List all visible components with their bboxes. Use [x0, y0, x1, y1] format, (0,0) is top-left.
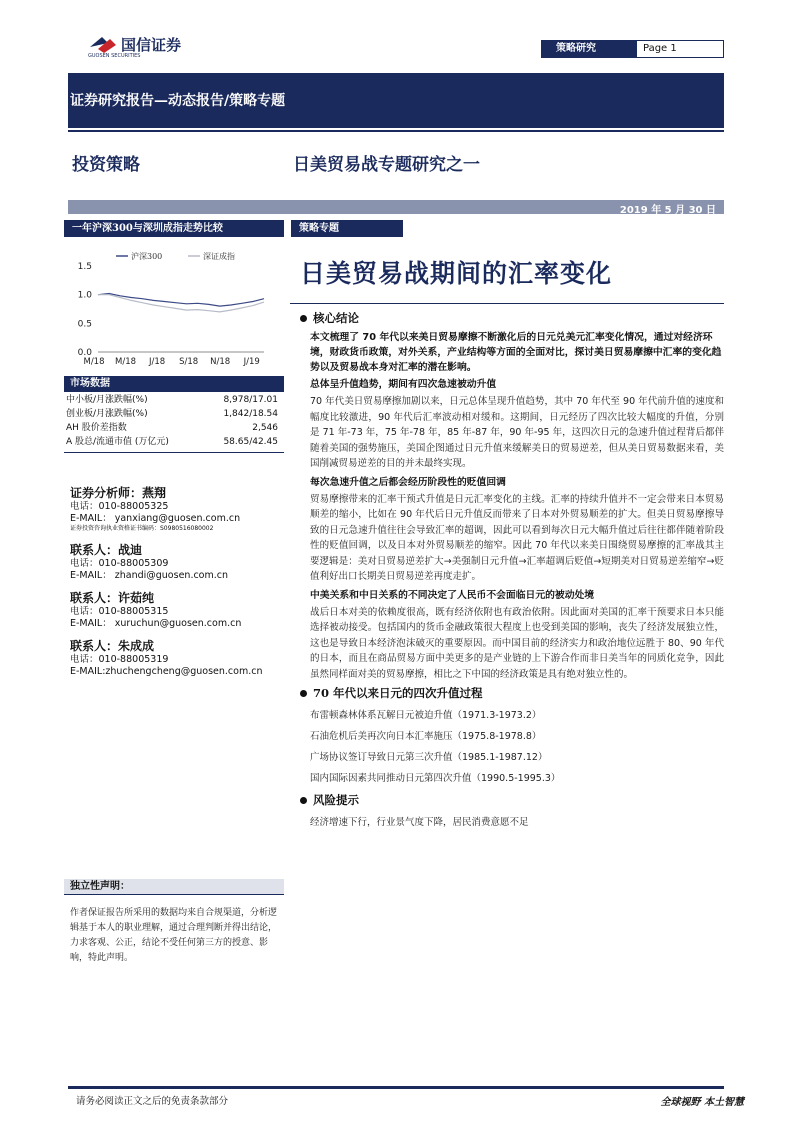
report-body	[300, 307, 724, 833]
point-title: 中美关系和中日关系的不同决定了人民币不会面临日元的被动处境	[310, 589, 595, 601]
divider	[68, 130, 724, 132]
email-link[interactable]: E-MAIL:zhuchengcheng@guosen.com.cn	[70, 665, 263, 677]
x-tick-label: J/18	[148, 357, 166, 367]
y-tick-label: 1.5	[77, 262, 92, 272]
x-tick-label: N/18	[210, 357, 231, 367]
report-date: 2019 年 5 月 30 日	[619, 205, 716, 216]
market-data-table	[66, 393, 278, 449]
divider	[290, 303, 724, 304]
footer-slogan: 全球视野 本土智慧	[660, 1097, 744, 1108]
y-tick-label: 0.0	[77, 348, 92, 358]
y-tick-label: 0.5	[77, 319, 92, 330]
section-label: 投资策略	[72, 155, 140, 175]
legend-label: 深证成指	[203, 252, 235, 261]
point-title: 总体呈升值趋势，期间有四次急速被动升值	[310, 379, 497, 390]
list-item: 石油危机后美再次向日本汇率施压（1975.8-1978.8）	[310, 731, 542, 742]
contact-item: 联系人：战迪 电话：010-88005309 E-MAIL： zhandi@guosen.com.cn	[70, 543, 290, 581]
company-logo	[88, 33, 182, 59]
email-link[interactable]: E-MAIL： yanxiang@guosen.com.cn	[70, 512, 241, 524]
y-tick-label: 1.0	[77, 290, 92, 301]
core-summary: 本文梳理了 70 年代以来美日贸易摩擦不断激化后的日元兑美元汇率变化情况，通过对经济环境，财政货币政策，对外关系，产业结构等方面的全面对比，探讨美日贸易摩擦中汇率的变化趋势以及贸易战本身对汇率的潜在影响。	[310, 332, 722, 373]
point-text: 战后日本对美的依赖度很高，既有经济依附也有政治依附。因此面对美国的汇率干预要求日本只能选择被动接受。包括国内的货币金融政策很大程度上也受到美国的影响，丧失了经济发展独立性，这也是导致日本经济泡沫破灭的重要原因。而中国目前的经济实力和政治地位远胜于 80、90 年代的日本，而且在商品贸易方面中美更多的是产业链的上下游合作而非日美当年的同质化竞争，因此虽然同样面对美的贸易摩擦，相比之下中国的经济政策是具有绝对独立性的。	[310, 606, 724, 680]
email-link[interactable]: E-MAIL： zhandi@guosen.com.cn	[70, 569, 229, 581]
series-line-0	[98, 294, 264, 307]
email-link[interactable]: E-MAIL： xuruchun@guosen.com.cn	[70, 617, 242, 629]
section-heading: 核心结论	[300, 310, 724, 326]
list-item: 广场协议签订导致日元第三次升值（1985.1-1987.12）	[310, 752, 548, 763]
x-tick-label: J/19	[243, 357, 260, 367]
footer-disclaimer: 请务必阅读正文之后的免责条款部分	[76, 1096, 229, 1107]
report-tag: 策略专题	[291, 220, 403, 237]
table-row: 创业板/月涨跌幅(%) 1,842/18.54	[66, 409, 278, 419]
bullet-icon	[300, 690, 307, 697]
banner-title: 证券研究报告—动态报告/策略专题	[70, 93, 286, 109]
page-label: Page 1	[643, 43, 677, 54]
report-type-label: 策略研究	[542, 41, 637, 57]
list-item: 布雷顿森林体系瓦解日元被迫升值（1971.3-1973.2）	[310, 710, 542, 721]
point-text: 70 年代美日贸易摩擦加剧以来，日元总体呈现升值趋势，其中 70 年代至 90 年代前升值的速度和幅度比较激进，90 年代后汇率波动相对缓和。这期间，日元经历了四次比较大幅度的升值，分别是 71 年-73 年，75 年-78 年，85 年-87 年，90 年-95 年，这四次日元的急速升值过程背后都伴随着美国的强势施压，美国企图通过日元升值来缓解美日的贸易逆差，但从美日贸易数据来看，美国削减贸易逆差的目的并未最终实现。	[310, 396, 724, 469]
index-chart	[64, 244, 284, 372]
legend-label: 沪深300	[131, 252, 163, 261]
list-item: 国内国际因素共同推动日元第四次升值（1990.5-1995.3）	[310, 773, 561, 784]
contact-item: 联系人：朱成成 电话：010-88005319 E-MAIL:zhuchengcheng@guosen.com.cn	[70, 639, 290, 677]
logo-sub: GUOSEN SECURITIES	[88, 53, 141, 59]
market-data-title: 市场数据	[64, 376, 284, 392]
table-row: A 股总/流通市值 (万亿元) 58.65/42.45	[66, 437, 278, 447]
x-tick-label: S/18	[179, 357, 199, 367]
bullet-icon	[300, 315, 307, 322]
contact-analyst: 证券分析师：燕翔 电话：010-88005325 E-MAIL： yanxiang@guosen.com.cn 证券投资咨询执业资格证书编码：S0980516080002	[70, 486, 290, 533]
bullet-icon	[300, 797, 307, 804]
independence-title: 独立性声明：	[64, 879, 284, 895]
contacts	[70, 486, 290, 687]
x-tick-label: M/18	[83, 357, 105, 367]
page-title: 日美贸易战期间的汇率变化	[300, 259, 613, 288]
x-tick-label: M/18	[115, 357, 137, 367]
divider	[64, 452, 284, 453]
chart-title: 一年沪深300与深圳成指走势比较	[64, 220, 284, 237]
section-heading: 风险提示	[300, 792, 724, 808]
series-title: 日美贸易战专题研究之一	[293, 155, 480, 175]
logo-name: 国信证券	[121, 35, 182, 54]
section-heading: 70 年代以来日元的四次升值过程	[300, 685, 724, 701]
footer-line	[68, 1086, 724, 1089]
independence-text: 作者保证报告所采用的数据均来自合规渠道，分析逻辑基于本人的职业理解，通过合理判断并得出结论，力求客观、公正，结论不受任何第三方的授意、影响，特此声明。	[70, 908, 278, 963]
contact-item: 联系人：许茹纯 电话：010-88005315 E-MAIL： xuruchun@guosen.com.cn	[70, 591, 290, 629]
risk-text: 经济增速下行，行业景气度下降，居民消费意愿不足	[310, 817, 529, 828]
table-row: AH 股价差指数 2,546	[66, 423, 278, 433]
header-box	[541, 40, 724, 58]
point-text: 贸易摩擦带来的汇率干预式升值是日元汇率变化的主线。汇率的持续升值并不一定会带来日本贸易顺差的缩小，比如在 90 年代后日元升值反而带来了日本对外贸易顺差的扩大。但美日贸易摩擦导致的日元急速升值往往会导致汇率的超调，因此可以看到每次日元大幅升值过后往往都伴随着阶段性的贬值回调，以及日本对外贸易顺差的缩窄。因此 70 年代以来美日围绕贸易摩擦的汇率战其主要逻辑是：美对日贸易逆差扩大→美强制日元升值→汇率超调后贬值→短期美对日贸易逆差缩窄→贬值利好出口长期美日贸易逆差再度走扩。	[310, 493, 724, 582]
logo-mark-icon	[88, 33, 118, 55]
point-title: 每次急速升值之后都会经历阶段性的贬值回调	[310, 476, 506, 488]
table-row: 中小板/月涨跌幅(%) 8,978/17.01	[66, 395, 278, 405]
